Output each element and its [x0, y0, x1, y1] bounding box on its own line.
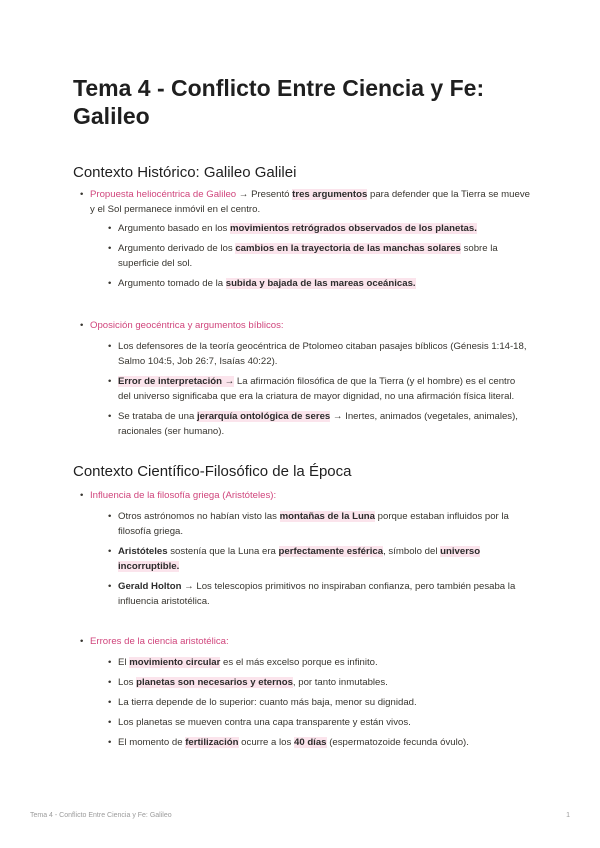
highlight: movimientos retrógrados observados de los planetas. [230, 223, 477, 234]
highlight: 40 días [293, 737, 327, 748]
item-text: para defender que la Tierra se mueve y el Sol permanece inmóvil en el centro. [90, 189, 530, 215]
item-text: sostenía que la Luna era [167, 546, 279, 557]
highlight: planetas son necesarios y eternos [136, 677, 293, 688]
item-text: sobre la superficie del sol. [118, 243, 498, 269]
item-text: Los defensores de la teoría geocéntrica de Ptolomeo citaban pasajes bíblicos (Génesis 1:14-18, Salmo 104:5, Job 26:7, Isaías 40:22). [118, 341, 527, 367]
item-text: Se trataba de una [118, 411, 197, 422]
sub-list-item [90, 695, 530, 710]
sub-list-item [90, 339, 530, 369]
sub-list [90, 339, 530, 439]
item-text: La tierra depende de lo superior: cuanto más baja, menor su dignidad. [118, 697, 417, 708]
page-number: 1 [566, 812, 570, 819]
bold-text: Aristóteles [118, 546, 168, 557]
page-title: Tema 4 - Conflicto Entre Ciencia y Fe: Galileo [73, 75, 485, 129]
item-text: Argumento basado en los [118, 223, 231, 234]
sub-list [90, 221, 530, 291]
footer-title: Tema 4 - Conflicto Entre Ciencia y Fe: Galileo [30, 812, 172, 819]
highlight: movimiento circular [129, 657, 221, 668]
item-text: El [118, 657, 130, 668]
highlight: Error de interpretación → [118, 376, 235, 387]
sub-list-item [90, 276, 530, 291]
sub-list-item [90, 409, 530, 439]
highlight: universo incorruptible. [118, 546, 481, 572]
sub-list-item [90, 579, 530, 609]
highlight: fertilización [185, 737, 239, 748]
item-text: , símbolo del [383, 546, 441, 557]
sub-list-item [90, 374, 530, 404]
highlight: cambios en la trayectoria de las manchas solares [235, 243, 461, 254]
sub-list-item [90, 221, 530, 236]
sub-list [90, 655, 530, 750]
item-text: → Los telescopios primitivos no inspiraban confianza, pero también pesaba la influencia aristotélica. [118, 581, 516, 607]
highlight: subida y bajada de las mareas oceánicas. [225, 278, 416, 289]
item-lead: Propuesta heliocéntrica de Galileo [90, 189, 237, 200]
highlight: montañas de la Luna [279, 511, 376, 522]
sub-list-item [90, 544, 530, 574]
sub-list-item [90, 655, 530, 670]
item-text: → Presentó [236, 189, 293, 200]
highlight: perfectamente esférica [278, 546, 384, 557]
item-text: Los [118, 677, 137, 688]
item-text: ocurre a los [238, 737, 294, 748]
item-text: Argumento tomado de la [118, 278, 226, 289]
page-footer [30, 812, 570, 819]
list-item [80, 318, 530, 439]
sub-list [90, 509, 530, 609]
highlight: tres argumentos [292, 189, 368, 200]
section-list-filosofia-griega [80, 488, 530, 614]
sub-list-item [90, 715, 530, 730]
item-text: porque estaban influidos por la filosofía griega. [118, 511, 509, 537]
section-list-contexto-historico [80, 187, 530, 296]
section-heading-contexto-historico: Contexto Histórico: Galileo Galilei [73, 164, 297, 181]
item-lead: Influencia de la filosofía griega (Aristóteles): [90, 490, 277, 501]
section-list-oposicion [80, 318, 530, 444]
item-text: → Inertes, animados (vegetales, animales), racionales (ser humano). [118, 411, 518, 437]
highlight: jerarquía ontológica de seres [196, 411, 331, 422]
item-text: , por tanto inmutables. [292, 677, 388, 688]
sub-list-item [90, 675, 530, 690]
item-text: Otros astrónomos no habían visto las [118, 511, 280, 522]
item-lead: Oposición geocéntrica y argumentos bíblicos: [90, 320, 284, 331]
item-text: Argumento derivado de los [118, 243, 236, 254]
bold-text: Gerald Holton [118, 581, 182, 592]
item-text: Los planetas se mueven contra una capa transparente y están vivos. [118, 717, 411, 728]
item-text: (espermatozoide fecunda óvulo). [326, 737, 469, 748]
sub-list-item [90, 241, 530, 271]
sub-list-item [90, 509, 530, 539]
sub-list-item [90, 735, 530, 750]
item-text: es el más excelso porque es infinito. [220, 657, 378, 668]
list-item [80, 634, 530, 750]
section-heading-contexto-cientifico: Contexto Científico-Filosófico de la Época [73, 463, 352, 480]
item-text: La afirmación filosófica de que la Tierra (y el hombre) es el centro del universo significaba que era la criatura de mayor dignidad, no una afirmación física literal. [118, 376, 516, 402]
list-item [80, 488, 530, 609]
section-list-errores [80, 634, 530, 755]
list-item [80, 187, 530, 291]
item-text: El momento de [118, 737, 186, 748]
item-lead: Errores de la ciencia aristotélica: [90, 636, 229, 647]
